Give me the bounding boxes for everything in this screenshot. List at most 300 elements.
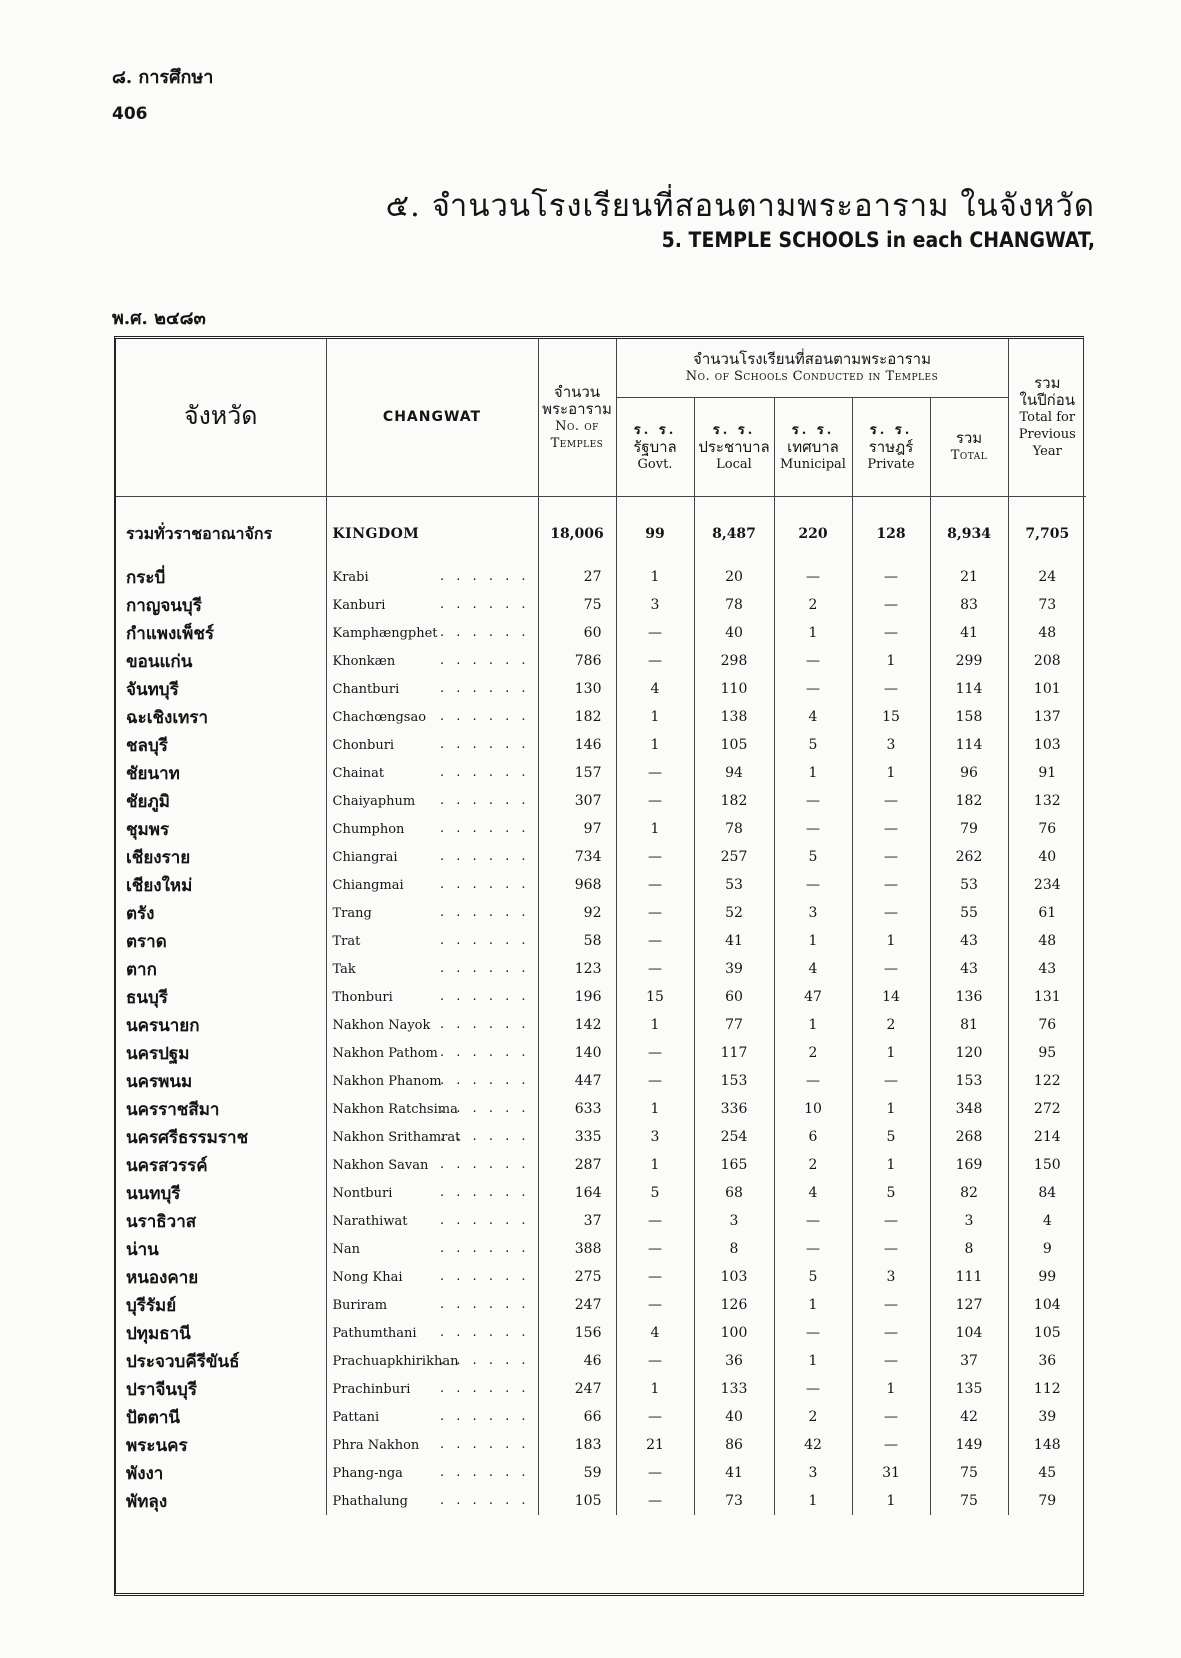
- leader-dots: . . . . . .: [440, 569, 530, 584]
- municipal-count: 2: [774, 1039, 852, 1067]
- previous-year-count: 9: [1042, 1241, 1052, 1257]
- temples-count: 105: [538, 1487, 616, 1515]
- province-eng: [326, 1375, 538, 1403]
- leader-dots: . . . . . .: [440, 653, 530, 668]
- province-thai: เชียงใหม่: [116, 871, 326, 899]
- total-count: 83: [930, 591, 1008, 619]
- govt-count: —: [616, 1207, 694, 1235]
- province-thai: ตราด: [116, 927, 326, 955]
- private-count: —: [852, 787, 930, 815]
- private-count: 1: [852, 1375, 930, 1403]
- table-row: [116, 899, 1086, 927]
- local-count: 298: [694, 647, 774, 675]
- title-thai: ๕. จำนวนโรงเรียนที่สอนตามพระอาราม ในจังหวัด: [385, 188, 1095, 224]
- province-eng: [326, 1179, 538, 1207]
- table-row: [116, 787, 1086, 815]
- temples-count: 46: [538, 1347, 616, 1375]
- leader-dots: . . . . . .: [440, 1353, 530, 1368]
- municipal-count: 1: [774, 927, 852, 955]
- private-count: 1: [852, 1151, 930, 1179]
- municipal-count: 4: [774, 703, 852, 731]
- table-row: [116, 1039, 1086, 1067]
- govt-count: 15: [616, 983, 694, 1011]
- local-count: 110: [694, 675, 774, 703]
- province-eng: [326, 759, 538, 787]
- local-count: 86: [694, 1431, 774, 1459]
- previous-year-count: 103: [1033, 737, 1061, 753]
- municipal-count: 1: [774, 759, 852, 787]
- temples-count: 182: [538, 703, 616, 731]
- leader-dots: . . . . . .: [440, 793, 530, 808]
- leader-dots: . . . . . .: [440, 1017, 530, 1032]
- header-schools-group: จำนวนโรงเรียนที่สอนตามพระอาราม No. of Schools Conducted in Temples: [616, 339, 1008, 398]
- province-eng-label: Nakhon Savan: [332, 1157, 429, 1173]
- province-eng-label: Phang-nga: [332, 1465, 403, 1481]
- private-count: 1: [852, 1095, 930, 1123]
- private-count: 5: [852, 1123, 930, 1151]
- province-thai: นครสวรรค์: [116, 1151, 326, 1179]
- local-count: 77: [694, 1011, 774, 1039]
- temples-count: 247: [538, 1291, 616, 1319]
- municipal-count: —: [774, 647, 852, 675]
- local-count: 36: [694, 1347, 774, 1375]
- municipal-count: 47: [774, 983, 852, 1011]
- table-row: [116, 731, 1086, 759]
- previous-year-count: 48: [1038, 625, 1057, 641]
- previous-year-count: 76: [1038, 821, 1057, 837]
- private-count: 14: [852, 983, 930, 1011]
- table-row: [116, 759, 1086, 787]
- municipal-count: —: [774, 563, 852, 591]
- temples-count: 335: [538, 1123, 616, 1151]
- govt-count: —: [616, 1291, 694, 1319]
- govt-count: —: [616, 1487, 694, 1515]
- kingdom-previous: 7,705: [1025, 526, 1070, 542]
- province-thai: นนทบุรี: [116, 1179, 326, 1207]
- total-count: 182: [930, 787, 1008, 815]
- province-thai: นครปฐม: [116, 1039, 326, 1067]
- table-row: [116, 1319, 1086, 1347]
- total-count: 75: [930, 1459, 1008, 1487]
- govt-count: —: [616, 955, 694, 983]
- leader-dots: . . . . . .: [440, 989, 530, 1004]
- leader-dots: . . . . . .: [440, 765, 530, 780]
- municipal-count: 42: [774, 1431, 852, 1459]
- province-thai: นครศรีธรรมราช: [116, 1123, 326, 1151]
- province-eng: [326, 1431, 538, 1459]
- private-count: —: [852, 1431, 930, 1459]
- municipal-count: 4: [774, 955, 852, 983]
- temples-count: 37: [538, 1207, 616, 1235]
- temples-count: 734: [538, 843, 616, 871]
- kingdom-eng: KINGDOM: [326, 517, 538, 551]
- province-eng-label: Chonburi: [332, 737, 395, 753]
- previous-year-count: 95: [1038, 1045, 1057, 1061]
- total-count: 111: [930, 1263, 1008, 1291]
- province-eng-label: Nakhon Pathom: [332, 1045, 438, 1061]
- previous-year-count: 76: [1038, 1017, 1057, 1033]
- total-count: 81: [930, 1011, 1008, 1039]
- private-count: —: [852, 1207, 930, 1235]
- local-count: 39: [694, 955, 774, 983]
- temples-count: 196: [538, 983, 616, 1011]
- leader-dots: . . . . . .: [440, 1213, 530, 1228]
- local-count: 254: [694, 1123, 774, 1151]
- leader-dots: . . . . . .: [440, 1045, 530, 1060]
- table-row: [116, 1179, 1086, 1207]
- table-row: [116, 1151, 1086, 1179]
- province-eng: [326, 1487, 538, 1515]
- temples-count: 97: [538, 815, 616, 843]
- total-count: 120: [930, 1039, 1008, 1067]
- province-eng: [326, 647, 538, 675]
- total-count: 348: [930, 1095, 1008, 1123]
- temples-count: 140: [538, 1039, 616, 1067]
- province-eng: [326, 1347, 538, 1375]
- kingdom-private: 128: [852, 517, 930, 551]
- table-row: [116, 563, 1086, 591]
- leader-dots: . . . . . .: [440, 1493, 530, 1508]
- govt-count: —: [616, 619, 694, 647]
- table-row: [116, 703, 1086, 731]
- private-count: —: [852, 815, 930, 843]
- temples-count: 968: [538, 871, 616, 899]
- municipal-count: 2: [774, 591, 852, 619]
- kingdom-total: 8,934: [930, 517, 1008, 551]
- leader-dots: . . . . . .: [440, 1437, 530, 1452]
- province-eng-label: Krabi: [332, 569, 369, 585]
- table-row: [116, 927, 1086, 955]
- previous-year-count: 272: [1033, 1101, 1061, 1117]
- header-govt: ร. ร. รัฐบาล Govt.: [616, 398, 694, 497]
- table-row: [116, 675, 1086, 703]
- local-count: 40: [694, 1403, 774, 1431]
- local-count: 117: [694, 1039, 774, 1067]
- total-count: 127: [930, 1291, 1008, 1319]
- previous-year-count: 84: [1038, 1185, 1057, 1201]
- local-count: 73: [694, 1487, 774, 1515]
- previous-year-count: 48: [1038, 933, 1057, 949]
- province-thai: พระนคร: [116, 1431, 326, 1459]
- private-count: —: [852, 899, 930, 927]
- province-thai: ปราจีนบุรี: [116, 1375, 326, 1403]
- previous-year-count: 214: [1033, 1129, 1061, 1145]
- private-count: 1: [852, 1039, 930, 1067]
- province-eng-label: Kamphængphet: [332, 625, 438, 641]
- leader-dots: . . . . . .: [440, 1465, 530, 1480]
- private-count: —: [852, 675, 930, 703]
- province-eng: [326, 1319, 538, 1347]
- province-eng-label: Phathalung: [332, 1493, 408, 1509]
- province-eng-label: Khonkæn: [332, 653, 396, 669]
- govt-count: 5: [616, 1179, 694, 1207]
- local-count: 182: [694, 787, 774, 815]
- year-label: พ.ศ. ๒๔๘๓: [112, 308, 206, 329]
- govt-count: —: [616, 843, 694, 871]
- municipal-count: 2: [774, 1403, 852, 1431]
- leader-dots: . . . . . .: [440, 1129, 530, 1144]
- temples-count: 388: [538, 1235, 616, 1263]
- province-thai: ประจวบคีรีขันธ์: [116, 1347, 326, 1375]
- local-count: 153: [694, 1067, 774, 1095]
- previous-year-count: 104: [1033, 1297, 1061, 1313]
- leader-dots: . . . . . .: [440, 1101, 530, 1116]
- leader-dots: . . . . . .: [440, 1073, 530, 1088]
- leader-dots: . . . . . .: [440, 625, 530, 640]
- table-row: [116, 1235, 1086, 1263]
- govt-count: 1: [616, 1095, 694, 1123]
- local-count: 8: [694, 1235, 774, 1263]
- leader-dots: . . . . . .: [440, 1325, 530, 1340]
- private-count: 31: [852, 1459, 930, 1487]
- header-previous-year: รวม ในปีก่อน Total for Previous Year: [1018, 374, 1076, 459]
- province-eng: [326, 675, 538, 703]
- govt-count: 4: [616, 675, 694, 703]
- previous-year-count: 208: [1033, 653, 1061, 669]
- municipal-count: 3: [774, 1459, 852, 1487]
- total-count: 262: [930, 843, 1008, 871]
- local-count: 94: [694, 759, 774, 787]
- province-eng-label: Chainat: [332, 765, 385, 781]
- govt-count: 21: [616, 1431, 694, 1459]
- previous-year-count: 61: [1038, 905, 1057, 921]
- municipal-count: —: [774, 1067, 852, 1095]
- previous-year-count: 36: [1038, 1353, 1057, 1369]
- temples-count: 275: [538, 1263, 616, 1291]
- total-count: 153: [930, 1067, 1008, 1095]
- total-count: 149: [930, 1431, 1008, 1459]
- leader-dots: . . . . . .: [440, 1157, 530, 1172]
- province-eng-label: Nan: [332, 1241, 360, 1257]
- leader-dots: . . . . . .: [440, 681, 530, 696]
- govt-count: —: [616, 1403, 694, 1431]
- temples-count: 164: [538, 1179, 616, 1207]
- province-eng: [326, 591, 538, 619]
- province-eng: [326, 1403, 538, 1431]
- province-thai: หนองคาย: [116, 1263, 326, 1291]
- province-thai: กำแพงเพ็ชร์: [116, 619, 326, 647]
- govt-count: 1: [616, 731, 694, 759]
- province-eng: [326, 1067, 538, 1095]
- leader-dots: . . . . . .: [440, 737, 530, 752]
- table-row: [116, 1123, 1086, 1151]
- kingdom-thai: รวมทั่วราชอาณาจักร: [116, 517, 326, 551]
- previous-year-count: 99: [1038, 1269, 1057, 1285]
- local-count: 53: [694, 871, 774, 899]
- province-eng: [326, 1039, 538, 1067]
- govt-count: —: [616, 1235, 694, 1263]
- previous-year-count: 73: [1038, 597, 1057, 613]
- previous-year-count: 79: [1038, 1493, 1057, 1509]
- municipal-count: 1: [774, 619, 852, 647]
- previous-year-count: 45: [1038, 1465, 1057, 1481]
- local-count: 41: [694, 1459, 774, 1487]
- previous-year-count: 148: [1033, 1437, 1061, 1453]
- province-eng-label: Thonburi: [332, 989, 393, 1005]
- province-eng-label: Chantburi: [332, 681, 400, 697]
- govt-count: 1: [616, 563, 694, 591]
- local-count: 3: [694, 1207, 774, 1235]
- municipal-count: —: [774, 1319, 852, 1347]
- govt-count: —: [616, 1067, 694, 1095]
- local-count: 165: [694, 1151, 774, 1179]
- temples-count: 130: [538, 675, 616, 703]
- local-count: 78: [694, 815, 774, 843]
- province-eng-label: Chiangmai: [332, 877, 404, 893]
- page-number: 406: [112, 104, 148, 124]
- province-eng: [326, 871, 538, 899]
- total-count: 82: [930, 1179, 1008, 1207]
- table-row: [116, 1263, 1086, 1291]
- total-count: 75: [930, 1487, 1008, 1515]
- private-count: 3: [852, 731, 930, 759]
- temples-count: 146: [538, 731, 616, 759]
- total-count: 43: [930, 955, 1008, 983]
- province-eng-label: Chiangrai: [332, 849, 398, 865]
- province-eng-label: Nakhon Nayok: [332, 1017, 431, 1033]
- municipal-count: —: [774, 1375, 852, 1403]
- total-count: 42: [930, 1403, 1008, 1431]
- province-thai: นราธิวาส: [116, 1207, 326, 1235]
- municipal-count: —: [774, 787, 852, 815]
- local-count: 126: [694, 1291, 774, 1319]
- previous-year-count: 39: [1038, 1409, 1057, 1425]
- header-municipal: ร. ร. เทศบาล Municipal: [774, 398, 852, 497]
- province-eng-label: Phra Nakhon: [332, 1437, 420, 1453]
- municipal-count: 5: [774, 843, 852, 871]
- province-eng-label: Tak: [332, 961, 356, 977]
- province-eng: [326, 619, 538, 647]
- municipal-count: —: [774, 1207, 852, 1235]
- total-count: 43: [930, 927, 1008, 955]
- province-eng-label: Prachinburi: [332, 1381, 411, 1397]
- total-count: 37: [930, 1347, 1008, 1375]
- govt-count: 4: [616, 1319, 694, 1347]
- private-count: —: [852, 955, 930, 983]
- temples-count: 247: [538, 1375, 616, 1403]
- header-local: ร. ร. ประชาบาล Local: [694, 398, 774, 497]
- govt-count: —: [616, 1459, 694, 1487]
- local-count: 138: [694, 703, 774, 731]
- local-count: 60: [694, 983, 774, 1011]
- govt-count: —: [616, 1347, 694, 1375]
- previous-year-count: 101: [1033, 681, 1061, 697]
- total-count: 21: [930, 563, 1008, 591]
- private-count: 1: [852, 759, 930, 787]
- total-count: 136: [930, 983, 1008, 1011]
- total-count: 3: [930, 1207, 1008, 1235]
- private-count: —: [852, 1235, 930, 1263]
- govt-count: —: [616, 647, 694, 675]
- province-eng-label: Chaiyaphum: [332, 793, 416, 809]
- province-thai: ชลบุรี: [116, 731, 326, 759]
- header-changwat: CHANGWAT: [326, 339, 538, 497]
- table-row: [116, 1431, 1086, 1459]
- municipal-count: 6: [774, 1123, 852, 1151]
- municipal-count: 2: [774, 1151, 852, 1179]
- kingdom-temples: 18,006: [538, 517, 616, 551]
- leader-dots: . . . . . .: [440, 821, 530, 836]
- table-row: [116, 955, 1086, 983]
- local-count: 40: [694, 619, 774, 647]
- temples-count: 142: [538, 1011, 616, 1039]
- govt-count: —: [616, 1039, 694, 1067]
- table-row: [116, 871, 1086, 899]
- province-thai: ปทุมธานี: [116, 1319, 326, 1347]
- total-count: 169: [930, 1151, 1008, 1179]
- province-eng-label: Kanburi: [332, 597, 386, 613]
- province-eng-label: Prachuapkhirikhan: [332, 1353, 459, 1369]
- province-thai: จันทบุรี: [116, 675, 326, 703]
- local-count: 336: [694, 1095, 774, 1123]
- province-thai: นครพนม: [116, 1067, 326, 1095]
- province-eng-label: Nontburi: [332, 1185, 393, 1201]
- total-count: 268: [930, 1123, 1008, 1151]
- table-row: [116, 1207, 1086, 1235]
- private-count: —: [852, 1291, 930, 1319]
- temples-count: 123: [538, 955, 616, 983]
- leader-dots: . . . . . .: [440, 597, 530, 612]
- total-count: 41: [930, 619, 1008, 647]
- leader-dots: . . . . . .: [440, 1269, 530, 1284]
- temples-count: 27: [538, 563, 616, 591]
- govt-count: 1: [616, 1151, 694, 1179]
- kingdom-govt: 99: [616, 517, 694, 551]
- total-count: 79: [930, 815, 1008, 843]
- province-eng-label: Chachœngsao: [332, 709, 427, 725]
- table-row: [116, 815, 1086, 843]
- header-temples: จำนวน พระอาราม No. of Temples: [538, 339, 616, 497]
- province-eng: [326, 1459, 538, 1487]
- private-count: —: [852, 843, 930, 871]
- header-private: ร. ร. ราษฎร์ Private: [852, 398, 930, 497]
- header-province-thai: จังหวัด: [116, 339, 326, 497]
- province-eng-label: Narathiwat: [332, 1213, 408, 1229]
- province-eng: [326, 927, 538, 955]
- govt-count: —: [616, 759, 694, 787]
- private-count: 5: [852, 1179, 930, 1207]
- municipal-count: 10: [774, 1095, 852, 1123]
- private-count: 1: [852, 927, 930, 955]
- table-row: [116, 1347, 1086, 1375]
- govt-count: 1: [616, 703, 694, 731]
- table-row: [116, 1487, 1086, 1515]
- temples-count: 157: [538, 759, 616, 787]
- previous-year-count: 91: [1038, 765, 1057, 781]
- private-count: —: [852, 1067, 930, 1095]
- temples-count: 633: [538, 1095, 616, 1123]
- leader-dots: . . . . . .: [440, 1241, 530, 1256]
- leader-dots: . . . . . .: [440, 877, 530, 892]
- province-thai: ขอนแก่น: [116, 647, 326, 675]
- province-eng-label: Nakhon Phanom: [332, 1073, 442, 1089]
- private-count: 1: [852, 1487, 930, 1515]
- total-count: 8: [930, 1235, 1008, 1263]
- province-thai: พังงา: [116, 1459, 326, 1487]
- province-thai: ตรัง: [116, 899, 326, 927]
- table-row: [116, 983, 1086, 1011]
- local-count: 78: [694, 591, 774, 619]
- total-count: 158: [930, 703, 1008, 731]
- temples-count: 447: [538, 1067, 616, 1095]
- temples-count: 60: [538, 619, 616, 647]
- province-thai: กระบี่: [116, 563, 326, 591]
- province-eng-label: Nong Khai: [332, 1269, 403, 1285]
- local-count: 257: [694, 843, 774, 871]
- total-count: 114: [930, 731, 1008, 759]
- private-count: —: [852, 563, 930, 591]
- kingdom-total-row: [116, 517, 1086, 551]
